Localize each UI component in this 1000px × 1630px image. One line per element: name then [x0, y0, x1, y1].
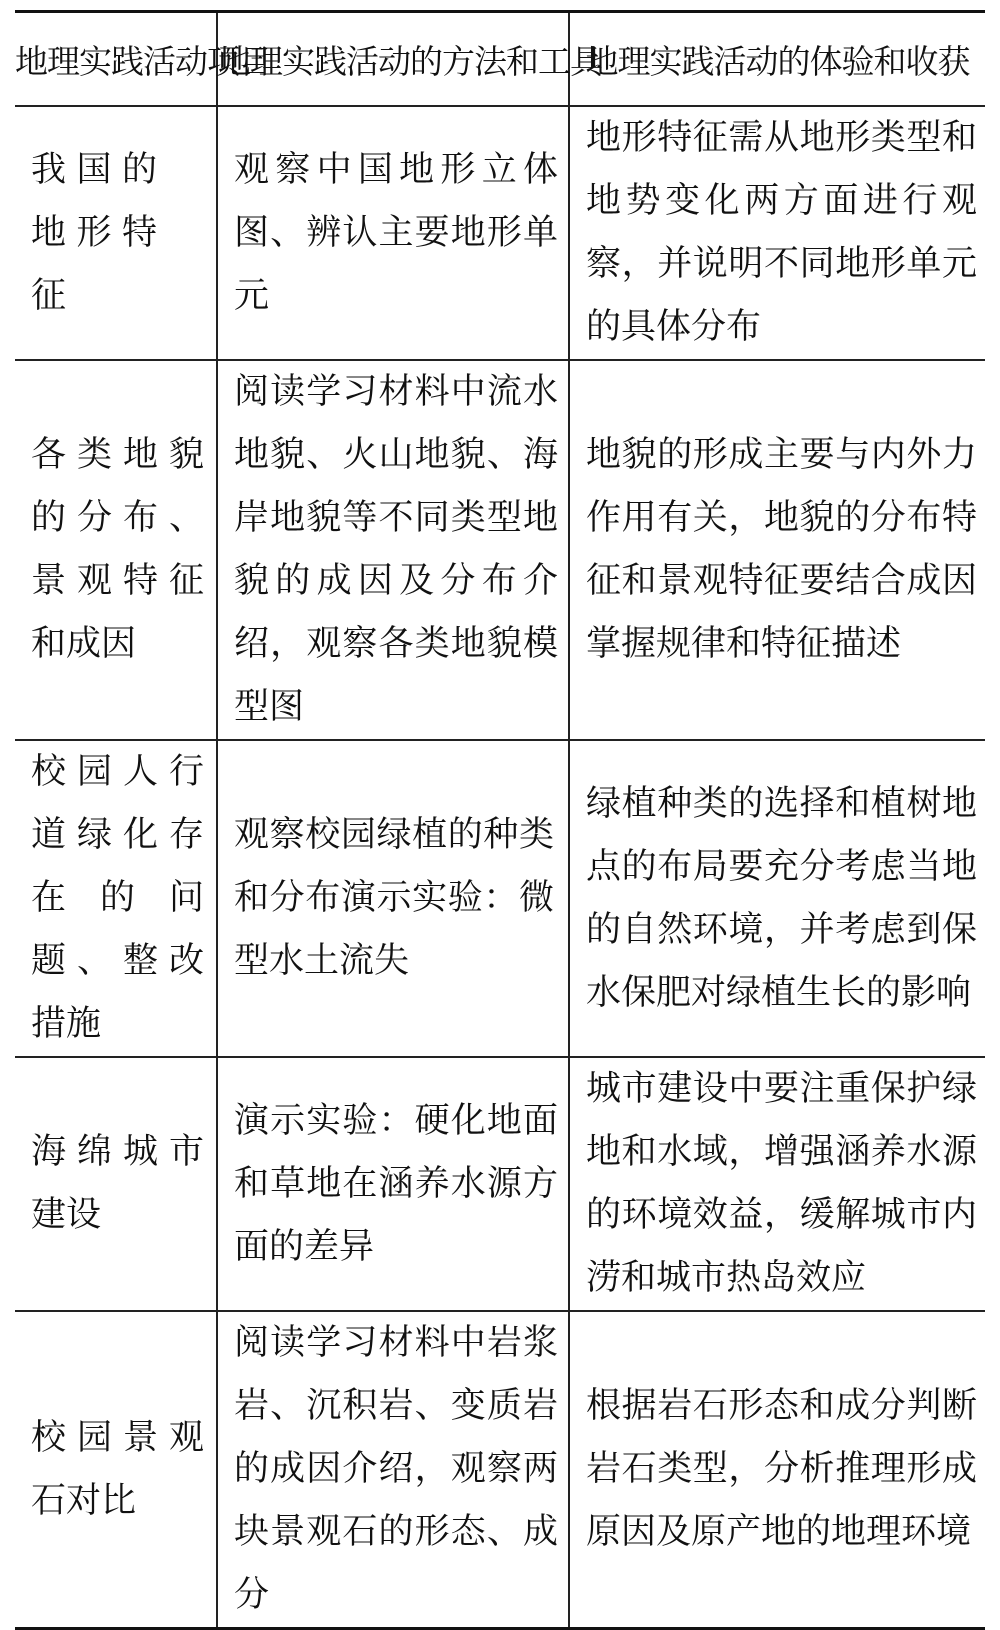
activity-method-text: 观察校园绿植的种类和分布演示实验：微型水土流失	[234, 815, 554, 981]
activity-table	[15, 10, 985, 1630]
activity-item-text: 我国的地形特征	[31, 149, 157, 316]
activity-item-text: 各类地貌的分布、景观特征和成因	[31, 435, 204, 664]
activity-result-cell	[569, 360, 985, 740]
activity-method-cell	[217, 106, 569, 360]
activity-item-text: 校园景观石对比	[31, 1417, 204, 1521]
activity-method-text: 阅读学习材料中流水地貌、火山地貌、海岸地貌等不同类型地貌的成因及分布介绍，观察各类地貌模型图	[234, 372, 558, 727]
activity-result-text: 地貌的形成主要与内外力作用有关，地貌的分布特征和景观特征要结合成因掌握规律和特征描述	[586, 435, 977, 664]
activity-method-text: 演示实验：硬化地面和草地在涵养水源方面的差异	[234, 1100, 558, 1267]
table-row	[15, 740, 985, 1057]
activity-result-text: 绿植种类的选择和植树地点的布局要充分考虑当地的自然环境，并考虑到保水保肥对绿植生长的影响	[586, 783, 977, 1013]
activity-item-text: 海绵城市建设	[31, 1132, 204, 1235]
activity-result-cell	[569, 740, 985, 1057]
activity-result-cell	[569, 1311, 985, 1629]
table-row	[15, 1311, 985, 1629]
activity-item-cell	[15, 740, 217, 1057]
activity-item-cell	[15, 1057, 217, 1311]
header-row	[15, 12, 985, 107]
activity-result-text: 地形特征需从地形类型和地势变化两方面进行观察，并说明不同地形单元的具体分布	[586, 118, 977, 347]
activity-method-cell	[217, 1311, 569, 1629]
activity-item-cell	[15, 1311, 217, 1629]
activity-method-text: 阅读学习材料中岩浆岩、沉积岩、变质岩的成因介绍，观察两块景观石的形态、成分	[234, 1323, 558, 1615]
header-method: 地理实践活动的方法和工具	[217, 12, 569, 107]
header-result: 地理实践活动的体验和收获	[569, 12, 985, 107]
activity-method-cell	[217, 1057, 569, 1311]
activity-item-cell	[15, 360, 217, 740]
activity-method-text: 观察中国地形立体图、辨认主要地形单元	[234, 149, 558, 316]
activity-result-cell	[569, 1057, 985, 1311]
table-row	[15, 360, 985, 740]
table-row	[15, 106, 985, 360]
activity-result-text: 根据岩石形态和成分判断岩石类型，分析推理形成原因及原产地的地理环境	[586, 1386, 977, 1552]
activity-result-text: 城市建设中要注重保护绿地和水域，增强涵养水源的环境效益，缓解城市内涝和城市热岛效应	[586, 1069, 977, 1298]
activity-method-cell	[217, 740, 569, 1057]
header-item: 地理实践活动项目	[15, 12, 217, 107]
table-row	[15, 1057, 985, 1311]
activity-result-cell	[569, 106, 985, 360]
activity-item-text: 校园人行道绿化存在的问题、整改措施	[31, 752, 204, 1044]
activity-method-cell	[217, 360, 569, 740]
activity-item-cell	[15, 106, 217, 360]
